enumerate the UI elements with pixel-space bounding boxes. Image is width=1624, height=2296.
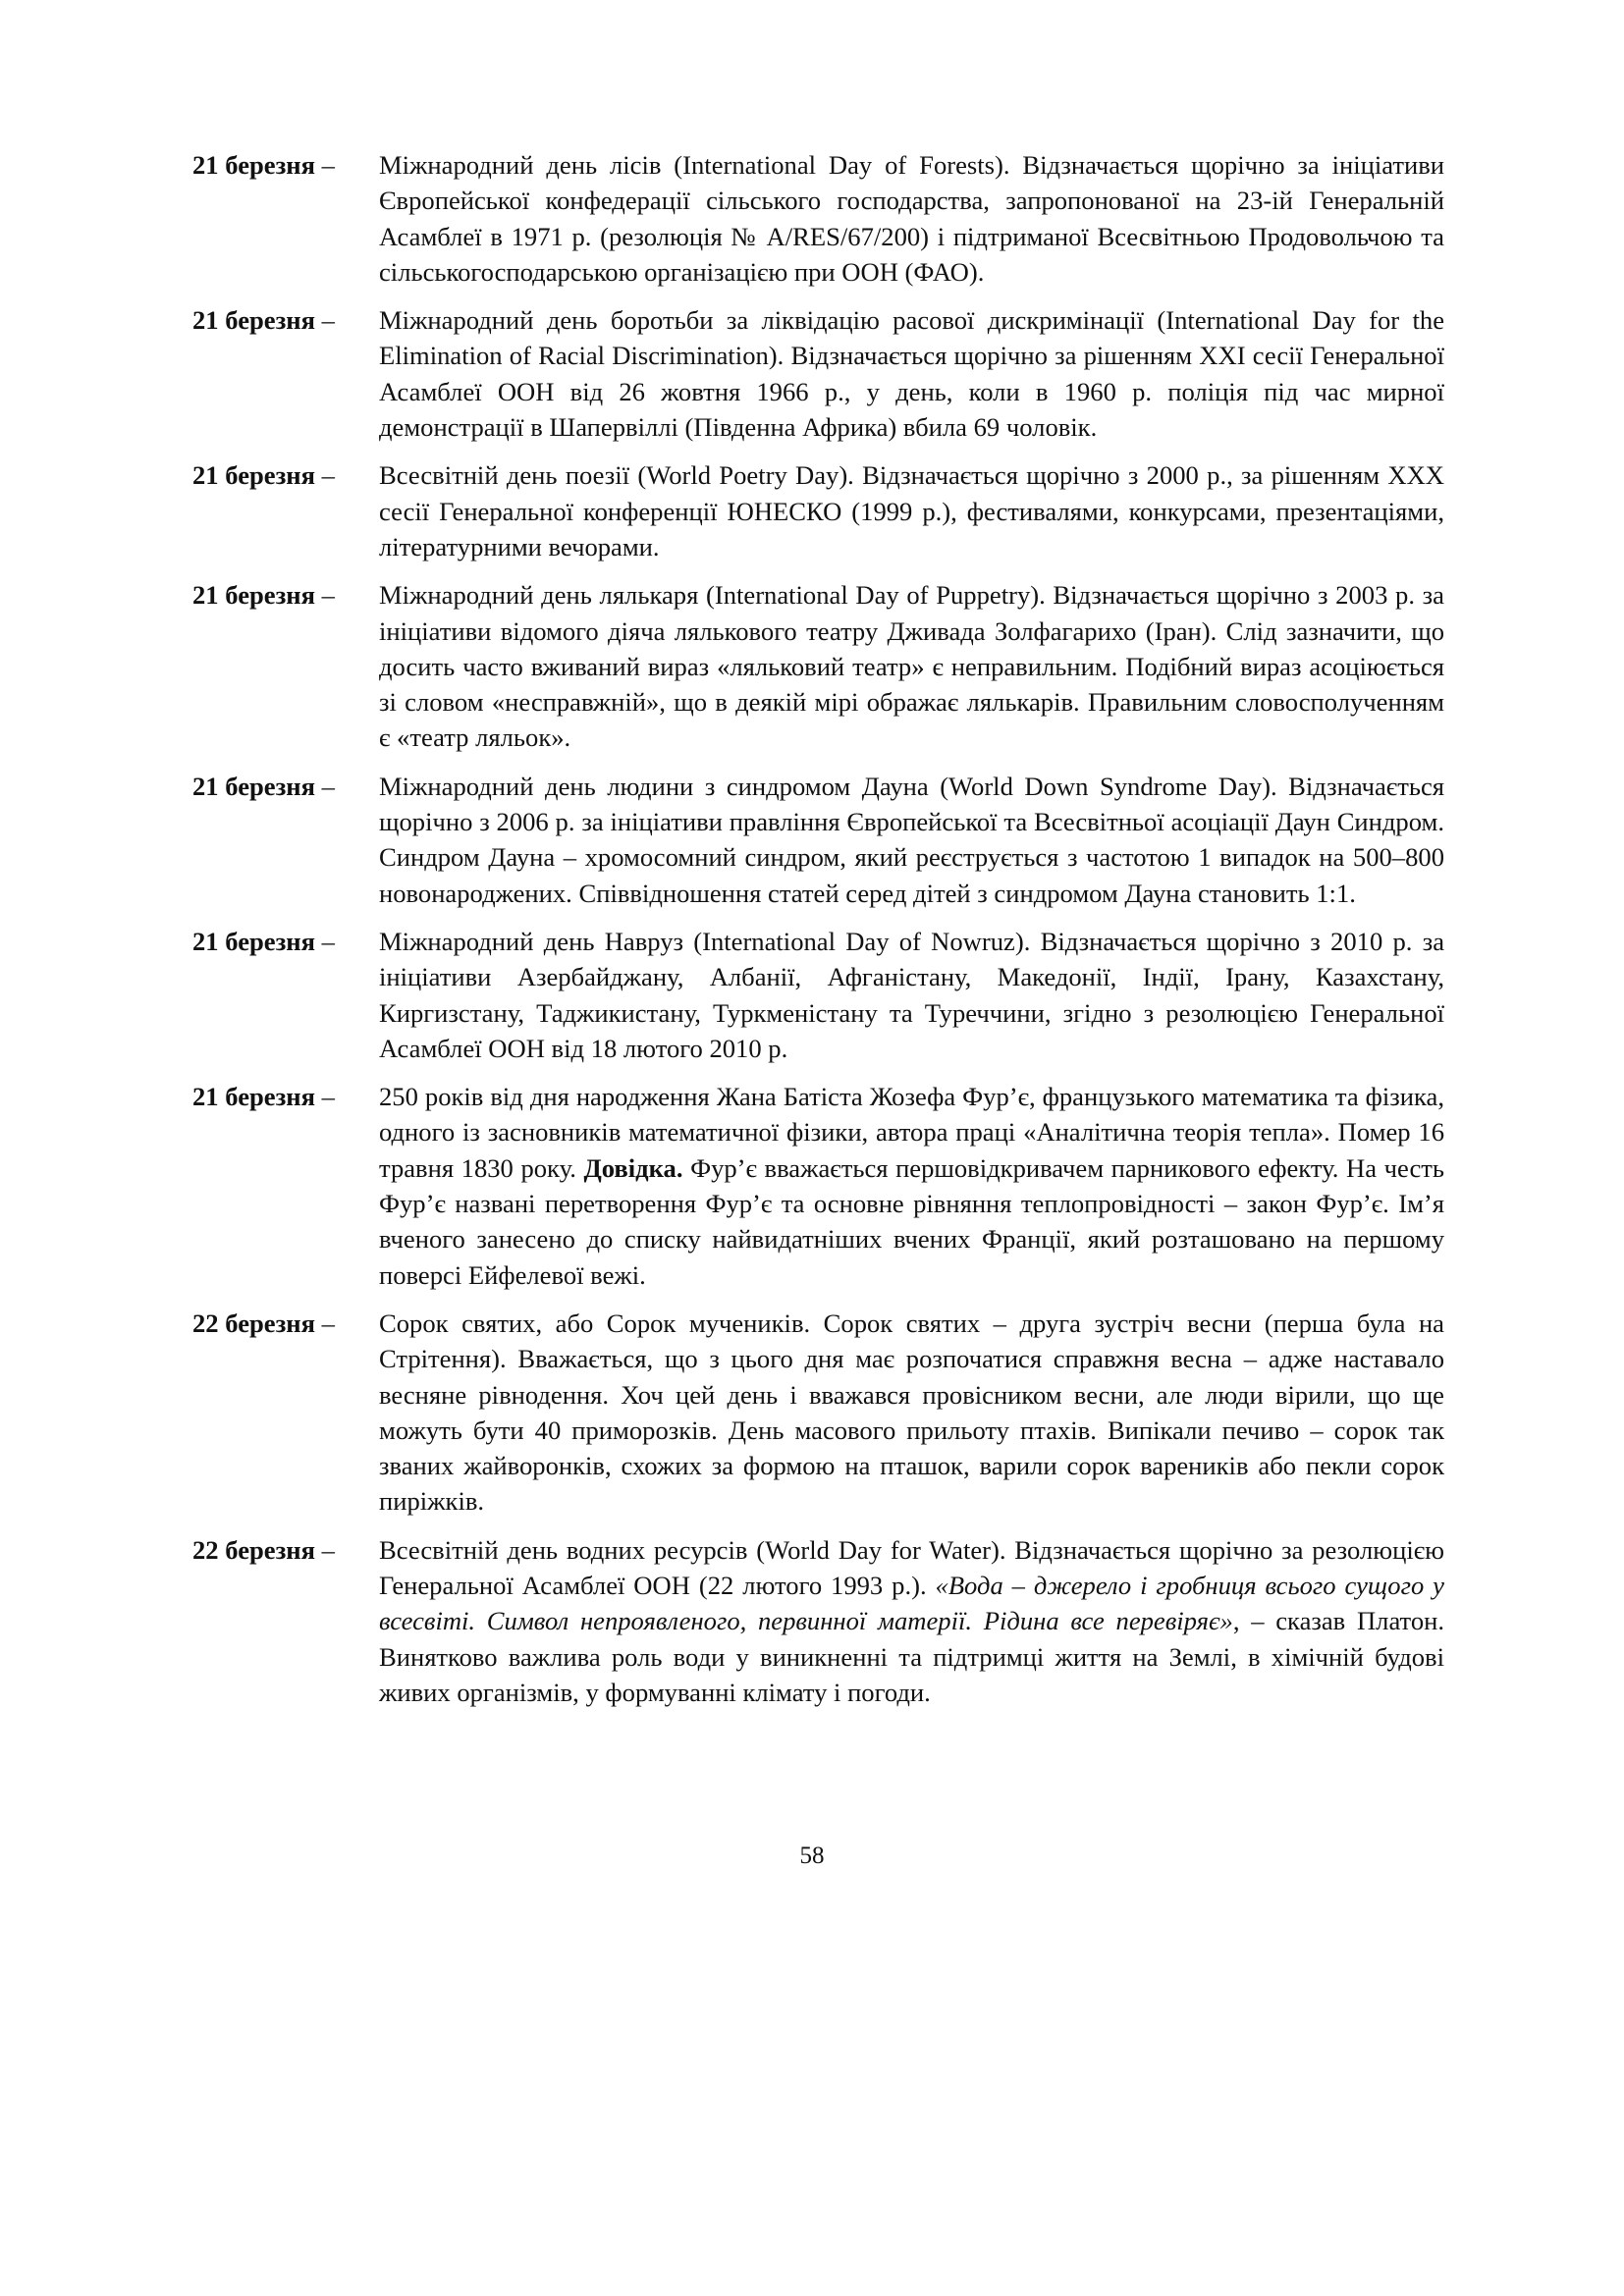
entry-lead	[192, 1306, 379, 1341]
entry-date: 21 березня	[192, 460, 315, 491]
entry-date: 21 березня	[192, 150, 315, 180]
entry-dash: –	[321, 150, 335, 180]
entry-text-segment: Сорок святих, або Сорок мучеників. Сорок святих – друга зустріч весни (перша була на Стрітення). Вважається, що з цього дня має розпочатися справжня весна – адже наставало весняне рівнодення. Хоч цей день і вважався провісником весни, але люди вірили, що ще можуть бути 40 приморозків. День масового прильоту птахів. Випікали печиво – сорок так званих жайворонків, схожих за формою на пташок, варили сорок вареників або пекли сорок пиріжків.	[379, 1308, 1444, 1517]
entry-lead	[192, 924, 379, 959]
entry-text	[379, 150, 1444, 287]
entry-text-segment: Міжнародний день Навруз (International Day of Nowruz). Відзначається щорічно з 2010 р. за ініціативи Азербайджану, Албанії, Афганістану, Македонії, Індії, Ірану, Казахстану, Киргизстану, Таджикистану, Туркменістану та Туреччини, згідно з резолюцією Генеральної Асамблеї ООН від 18 лютого 2010 р.	[379, 926, 1444, 1063]
entry-text	[379, 1308, 1444, 1516]
calendar-entry	[192, 769, 1444, 911]
calendar-entry	[192, 577, 1444, 755]
calendar-entry	[192, 302, 1444, 445]
entry-date: 21 березня	[192, 1082, 315, 1112]
entry-lead	[192, 1532, 379, 1568]
entry-lead	[192, 1079, 379, 1114]
entry-date: 21 березня	[192, 580, 315, 611]
entry-text	[379, 305, 1444, 442]
entry-dash: –	[321, 580, 335, 611]
entry-text	[379, 1082, 1444, 1289]
entry-text	[379, 927, 1444, 1063]
entry-text-segment: Фур’є вважається першовідкривачем парникового ефекту. На честь Фур’є названі перетворення Фур’є та основне рівняння теплопровідності – закон Фур’є. Ім’я вченого занесено до списку найвидатніших вчених Франції, який розташовано на першому поверсі Ейфелевої вежі.	[379, 1152, 1445, 1290]
entry-quote: «Вода – джерело і гробниця всього сущого у всесвіті. Символ непроявленого, первинної матерії. Рідина все перевіряє»	[379, 1570, 1444, 1636]
entry-dash: –	[321, 305, 335, 336]
calendar-entries	[192, 147, 1444, 1723]
entry-dash: –	[321, 926, 335, 956]
entry-text-segment: Всесвітній день водних ресурсів (World Day for Water). Відзначається щорічно за резолюцією Генеральної Асамблеї ООН (22 лютого 1993 р.).	[379, 1534, 1444, 1600]
entry-date: 21 березня	[192, 926, 315, 956]
entry-dash: –	[321, 1082, 335, 1112]
page-number: 58	[799, 1842, 825, 1869]
entry-dash: –	[321, 771, 335, 801]
entry-text	[379, 1535, 1444, 1707]
entry-dash: –	[321, 1534, 335, 1565]
entry-text-segment: Міжнародний день людини з синдромом Дауна (World Down Syndrome Day). Відзначається щорічно з 2006 р. за ініціативи правління Європейської та Всесвітньої асоціації Даун Синдром. Синдром Дауна – хромосомний синдром, який реєструється з частотою 1 випадок на 500–800 новонароджених. Співвідношення статей серед дітей з синдромом Дауна становить 1:1.	[379, 771, 1444, 908]
entry-lead	[192, 457, 379, 493]
entry-lead	[192, 302, 379, 338]
entry-lead	[192, 147, 379, 183]
entry-text	[379, 460, 1444, 561]
entry-text-segment: Міжнародний день лялькаря (International Day of Puppetry). Відзначається щорічно з 2003 р. за ініціативи відомого діяча лялькового театру Дживада Золфагарихо (Іран). Слід зазначити, що досить часто вживаний вираз «ляльковий театр» є неправильним. Подібний вираз асоціюється зі словом «несправжній», що в деякій мірі ображає лялькарів. Правильним словосполученням є «театр ляльок».	[379, 580, 1444, 753]
entry-dash: –	[321, 1308, 335, 1338]
entry-date: 22 березня	[192, 1534, 315, 1565]
calendar-entry	[192, 1532, 1444, 1710]
calendar-entry	[192, 147, 1444, 290]
calendar-entry	[192, 1306, 1444, 1520]
entry-text-segment: Міжнародний день боротьби за ліквідацію расової дискримінації (International Day for the Elimination of Racial Discrimination). Відзначається щорічно за рішенням XXI сесії Генеральної Асамблеї ООН від 26 жовтня 1966 р., у день, коли в 1960 р. поліція під час мирної демонстрації в Шапервіллі (Південна Африка) вбила 69 чоловік.	[379, 305, 1444, 443]
calendar-entry	[192, 1079, 1444, 1293]
entry-reference-label: Довідка.	[583, 1152, 683, 1183]
calendar-entry	[192, 924, 1444, 1066]
entry-text-segment: , – сказав Платон. Винятково важлива роль води у виникненні та підтримці життя на Землі, в хімічній будові живих організмів, у формуванні клімату і погоди.	[379, 1606, 1445, 1707]
entry-date: 21 березня	[192, 771, 315, 801]
entry-lead	[192, 769, 379, 804]
entry-text-segment: Всесвітній день поезії (World Poetry Day). Відзначається щорічно з 2000 р., за рішенням XXX сесії Генеральної конференції ЮНЕСКО (1999 р.), фестивалями, конкурсами, презентаціями, літературними вечорами.	[379, 460, 1444, 561]
entry-text-segment: 250 років від дня народження Жана Батіста Жозефа Фур’є, французького математика та фізика, одного із засновників математичної фізики, автора праці «Аналітична теорія тепла». Помер 16 травня 1830 року.	[379, 1082, 1444, 1183]
entry-date: 22 березня	[192, 1308, 315, 1338]
entry-dash: –	[321, 460, 335, 491]
entry-lead	[192, 577, 379, 613]
entry-text	[379, 772, 1444, 908]
entry-text-segment: Міжнародний день лісів (International Day of Forests). Відзначається щорічно за ініціативи Європейської конфедерації сільського господарства, запропонованої на 23-ій Генеральній Асамблеї в 1971 р. (резолюція № A/RES/67/200) і підтриманої Всесвітньою Продовольчою та сільськогосподарською організацією при ООН (ФАО).	[379, 150, 1444, 287]
calendar-entry	[192, 457, 1444, 564]
entry-date: 21 березня	[192, 305, 315, 336]
entry-text	[379, 580, 1444, 752]
